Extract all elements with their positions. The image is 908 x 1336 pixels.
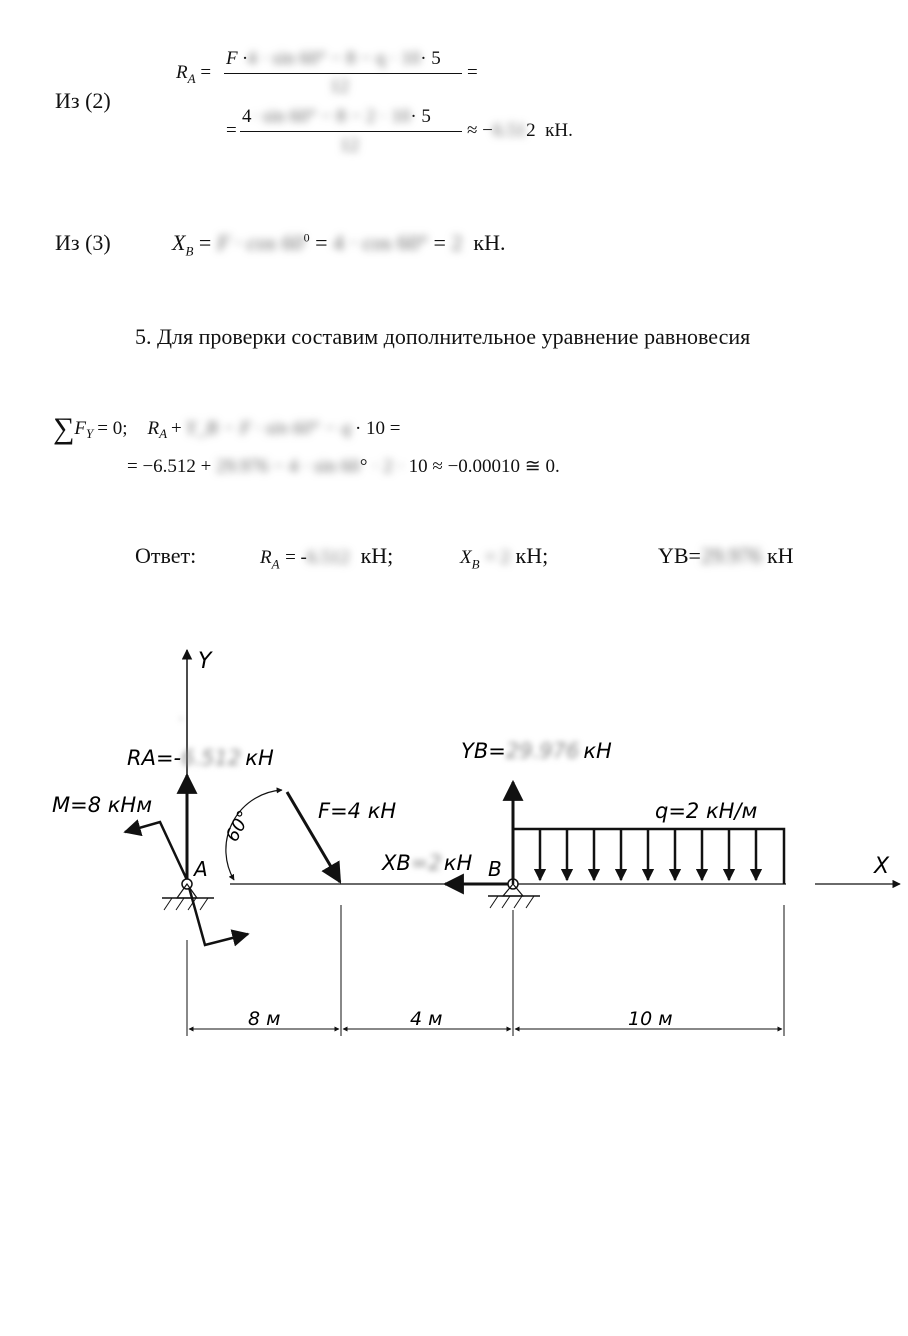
dim-label-1: 8 м xyxy=(248,1008,281,1030)
answer-yb: YB=29.976 кН xyxy=(658,543,794,568)
line2-prefix: Из (3) xyxy=(55,230,111,255)
line1-prefix: Из (2) xyxy=(55,88,111,113)
point-b-label: B xyxy=(488,857,502,881)
fraction2-numerator: 4· sin 60° − 8 − 2 · 10· 5 xyxy=(242,106,431,127)
answer-label: Ответ: xyxy=(135,543,197,568)
force-f-label: F=4 кН xyxy=(318,799,397,823)
yb-label: YB=29.976 кН xyxy=(461,739,612,763)
moment-arrow-top xyxy=(125,822,187,880)
q-label: q=2 кН/м xyxy=(655,799,758,823)
eq2-sign: = xyxy=(226,120,237,141)
fraction1-tail: = xyxy=(467,62,478,83)
answer-xb: $X_B = 2$ кН; xyxy=(460,543,549,572)
point-a-label: A xyxy=(194,857,208,881)
xb-equation: $X_B = F \cdot \cos 60^0 = 4 \cdot \cos 60^\circ = 2$ кН. xyxy=(172,230,506,259)
fraction1-numerator: F ·4 · sin 60° − 8 − q · 10· 5 xyxy=(226,48,441,69)
approx-result: ≈ −6.512 кН. xyxy=(467,120,573,141)
moment-label: M=8 кНм xyxy=(52,793,153,817)
section-heading: 5. Для проверки составим дополнительное уравнение равновесия xyxy=(135,324,751,349)
x-axis-label: X xyxy=(874,854,890,879)
ra-symbol: $R_A$ = xyxy=(176,62,212,86)
support-a-hatch xyxy=(164,898,208,910)
answer-ra: $R_A = -6.512$ кН; xyxy=(260,543,394,572)
ra-label: RA=-6.512 кН xyxy=(127,746,274,770)
dim-label-3: 10 м xyxy=(628,1008,673,1030)
y-axis-label: Y xyxy=(198,649,212,674)
fraction1-denominator: 12 xyxy=(330,76,349,97)
xb-label: XB=2кН xyxy=(382,851,473,875)
check-line1: $\sum F_Y = 0$; $R_A$ + Y_B − F · sin 60° − q · 10 = xyxy=(53,412,401,445)
moment-arrow-bottom xyxy=(187,880,248,945)
dim-label-2: 4 м xyxy=(410,1008,443,1030)
check-line2: = −6.512 + 29.976 − 4 · sin 60° · 2 · 10 ≈ −0.00010 ≅ 0. xyxy=(127,456,560,477)
angle-label: 60° xyxy=(221,807,256,846)
ra-blur-top: · xyxy=(178,709,184,730)
support-b-hatch xyxy=(490,896,534,908)
q-load-arrows xyxy=(540,829,756,880)
fraction2-denominator: 12 xyxy=(340,135,359,156)
